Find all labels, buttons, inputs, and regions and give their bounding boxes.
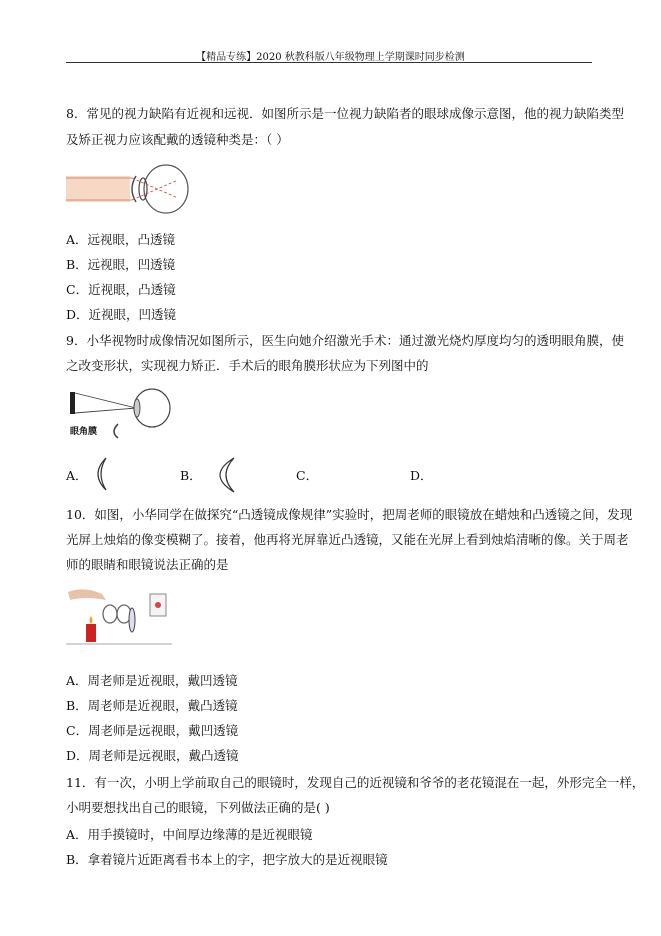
q10-option-d: D．周老师是远视眼，戴凸透镜 <box>66 748 239 763</box>
q9-stem-line1: 9．小华视物时成像情况如图所示，医生向她介绍激光手术：通过激光烧灼厚度均匀的透明眼角膜，使 <box>66 333 624 348</box>
q9-option-a: A． <box>66 468 88 483</box>
q9-option-d: D． <box>410 468 433 483</box>
q8-stem-line1: 8．常见的视力缺陷有近视和远视．如图所示是一位视力缺陷者的眼球成像示意图，他的视力缺陷类型 <box>66 106 624 121</box>
q10-option-b: B．周老师是近视眼，戴凸透镜 <box>66 698 238 713</box>
q8-option-a: A．远视眼，凸透镜 <box>66 232 176 247</box>
q10-experiment-photo <box>66 584 172 648</box>
q10-option-c: C．周老师是远视眼，戴凹透镜 <box>66 723 239 738</box>
q11-option-a: A．用手摸镜时，中间厚边缘薄的是近视眼镜 <box>66 827 313 842</box>
q9-option-b: B． <box>180 468 202 483</box>
q10-stem-line2: 光屏上烛焰的像变模糊了。接着，他再将光屏靠近凸透镜，又能在光屏上看到烛焰清晰的像。关于周老 <box>66 532 629 547</box>
q9-stem-line2: 之改变形状，实现视力矫正．手术后的眼角膜形状应为下列图中的 <box>66 358 429 373</box>
q9-cornea-label: 眼角膜 <box>70 427 98 437</box>
page-header: 【精品专练】2020 秋教科版八年级物理上学期课时同步检测 <box>196 52 465 63</box>
q10-stem-line3: 师的眼睛和眼镜说法正确的是 <box>66 557 229 572</box>
q11-option-b: B．拿着镜片近距离看书本上的字，把字放大的是近视眼镜 <box>66 852 388 867</box>
q11-stem-line1: 11．有一次，小明上学前取自己的眼镜时，发现自己的近视镜和爷爷的老花镜混在一起，外形完全一样， <box>66 775 645 790</box>
q9-option-b-lens-shape <box>204 456 238 494</box>
header-divider <box>66 62 592 63</box>
q9-option-a-lens-shape <box>88 456 110 492</box>
q10-option-a: A．周老师是近视眼，戴凹透镜 <box>66 673 238 688</box>
q10-stem-line1: 10．如图，小华同学在做探究“凸透镜成像规律”实验时，把周老师的眼镜放在蜡烛和凸透镜之间，发现 <box>66 507 633 522</box>
q8-option-d: D．近视眼，凹透镜 <box>66 307 177 322</box>
q9-option-c: C． <box>296 468 319 483</box>
q8-option-b: B．远视眼，凹透镜 <box>66 257 176 272</box>
q8-option-c: C．近视眼，凸透镜 <box>66 282 176 297</box>
q8-stem-line2: 及矫正视力应该配戴的透镜种类是：（ ） <box>66 132 289 147</box>
q11-stem-line2: 小明要想找出自己的眼镜，下列做法正确的是( ) <box>66 800 330 815</box>
q8-eye-diagram <box>66 164 198 216</box>
